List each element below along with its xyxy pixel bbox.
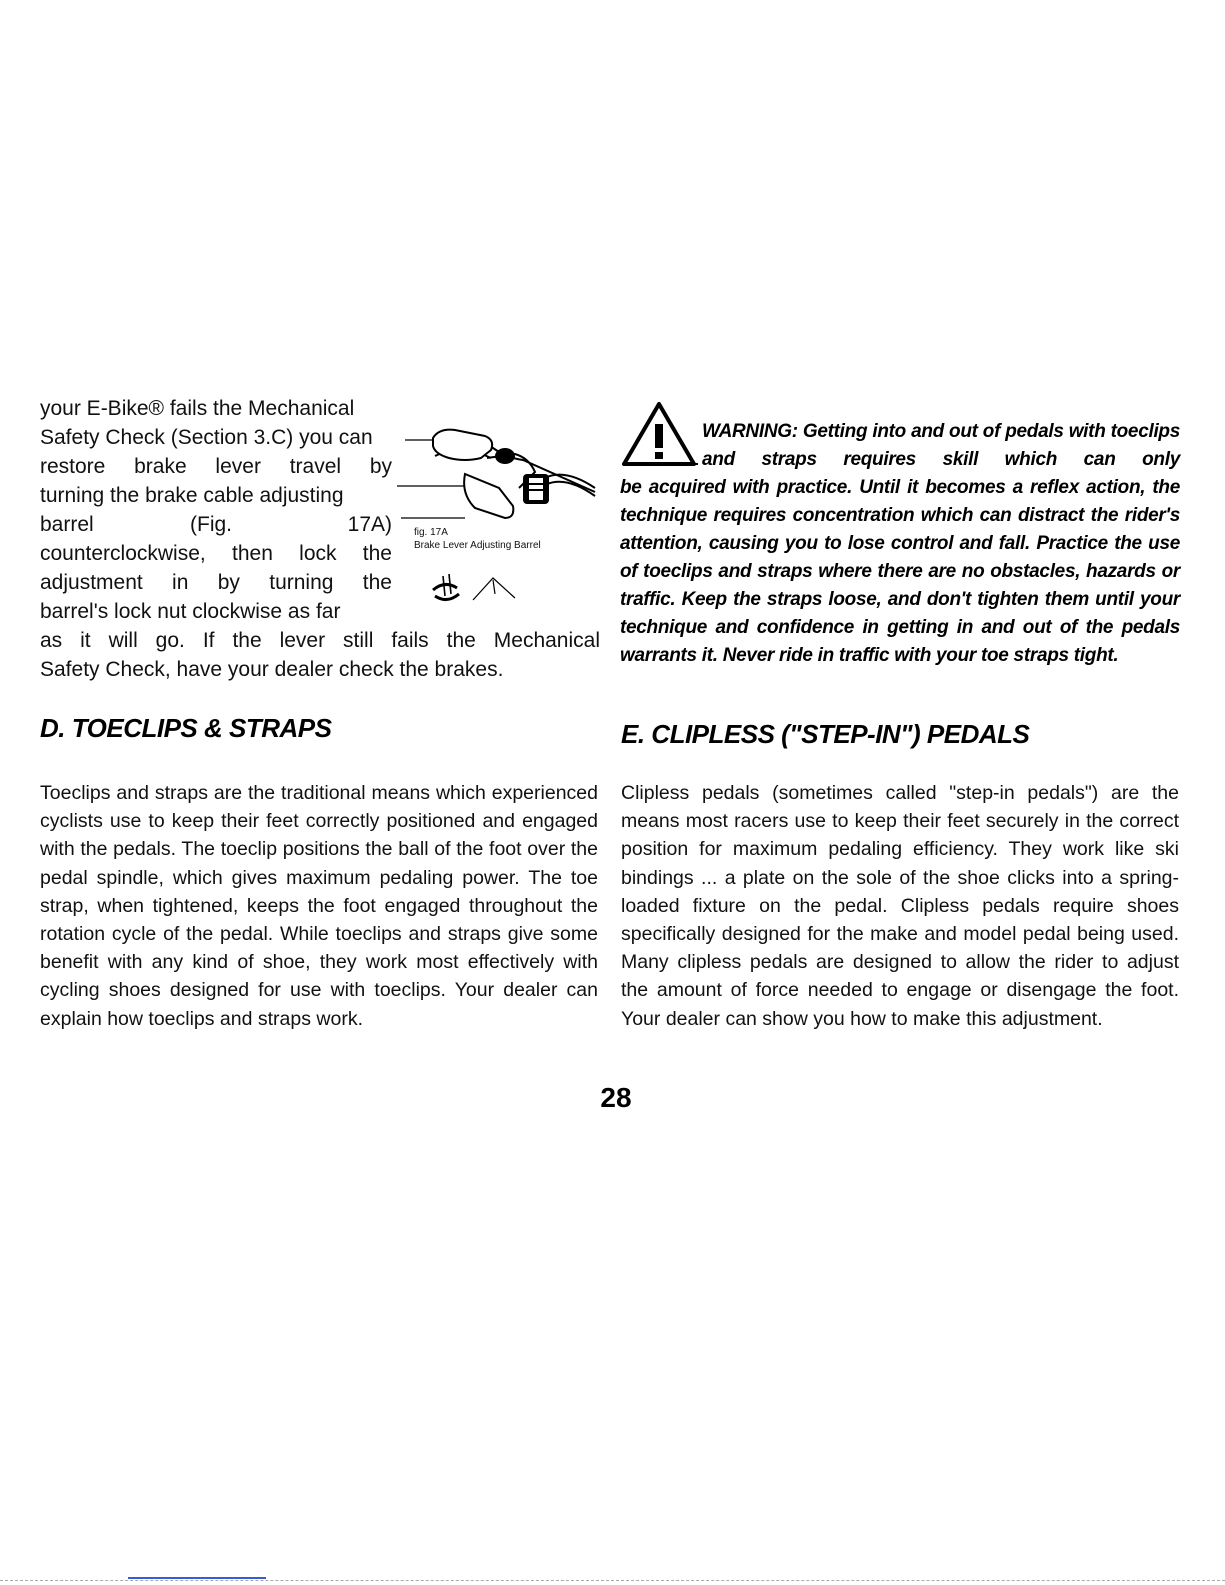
- barrel-word: barrel: [40, 513, 94, 536]
- wide-line: Safety Check, have your dealer check the brakes.: [40, 658, 504, 681]
- intro-line: your E-Bike® fails the Mechanical: [40, 397, 355, 420]
- intro-line: barrel's lock nut clockwise as far: [40, 600, 341, 623]
- fig-ref: (Fig.: [190, 513, 232, 536]
- wide-line: as it will go. If the lever still fails the Mechanical: [40, 629, 600, 652]
- warning-block: [620, 398, 1180, 670]
- figure-caption: [414, 526, 541, 552]
- brake-lever-illustration: [395, 418, 605, 608]
- warning-body: be acquired with practice. Until it becomes a reflex action, the technique requires concentration which can distract the rider's attention, causing you to lose control and fall. Practice the use of toeclips and straps where there are no obstacles, hazards or traffic. Keep the straps loose, and don't tighten them until your technique and confidence in getting in and out of the pedals warrants it. Never ride in traffic with your toe straps tight.: [620, 477, 1180, 666]
- intro-line: adjustment in by turning the: [40, 571, 392, 594]
- brake-lever-icon: [395, 418, 605, 608]
- page-number: 28: [600, 1082, 632, 1113]
- intro-line: turning the brake cable adjusting: [40, 484, 344, 507]
- fig-number: 17A): [347, 513, 392, 536]
- intro-line: counterclockwise, then lock the: [40, 542, 392, 565]
- figure-caption-text: Brake Lever Adjusting Barrel: [414, 540, 541, 551]
- figure-label: fig. 17A: [414, 527, 448, 538]
- section-d-heading: D. TOECLIPS & STRAPS: [40, 713, 332, 743]
- page-bottom-border: [0, 1580, 1225, 1581]
- bottom-highlight-bar: [128, 1577, 266, 1579]
- warning-lead: WARNING: Getting into and out of pedals with toeclips and straps requires skill which can only: [702, 421, 1180, 470]
- section-e-heading: E. CLIPLESS ("STEP-IN") PEDALS: [621, 719, 1030, 749]
- intro-line: Safety Check (Section 3.C) you can: [40, 426, 373, 449]
- intro-line: restore brake lever travel by: [40, 455, 392, 478]
- section-d-body: Toeclips and straps are the traditional means which experienced cyclists use to keep their feet correctly positioned and engaged with the pedals. The toeclip positions the ball of the foot over the pedal spindle, which gives maximum pedaling power. The toe strap, when tightened, keeps the foot engaged throughout the rotation cycle of the pedal. While toeclips and straps give some benefit with any kind of shoe, they work most effectively with cycling shoes designed for use with toeclips. Your dealer can explain how toeclips and straps work.: [40, 782, 598, 1030]
- section-e-body: Clipless pedals (sometimes called "step-in pedals") are the means most racers use to keep their feet securely in the correct position for maximum pedaling efficiency. They work like ski bindings ... a plate on the sole of the shoe clicks into a spring-loaded fixture on the pedal. Clipless pedals require shoes specifically designed for the make and model pedal being used. Many clipless pedals are designed to allow the rider to adjust the amount of force needed to engage or disengage the foot. Your dealer can show you how to make this adjustment.: [621, 782, 1179, 1030]
